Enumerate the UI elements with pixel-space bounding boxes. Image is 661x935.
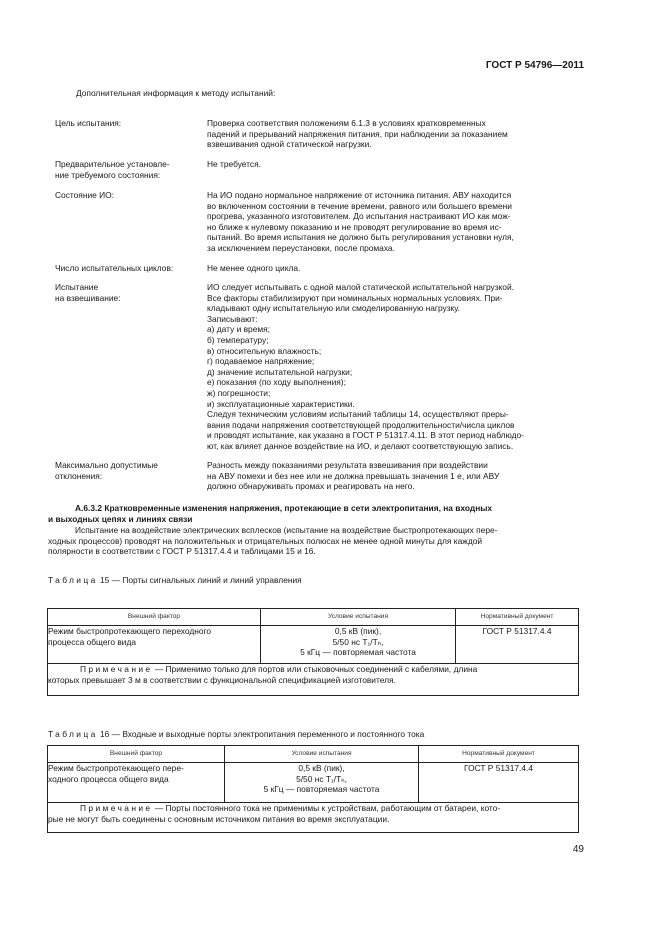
row-label-preconditioning: Предварительное установле- ние требуемого состояния: [55, 159, 170, 180]
table16-header-document: Нормативный документ [419, 746, 579, 763]
table16 [47, 745, 579, 833]
row-label-max-deviation: Максимально допустимые отклонения: [55, 460, 158, 481]
row-label-cycles: Число испытательных циклов: [55, 263, 174, 273]
section-title: А.6.3.2 Кратковременные изменения напряжения, протекающие в сети электропитания, на входных и выходных цепях и линиях связи [48, 503, 493, 524]
page-number: 49 [572, 844, 584, 855]
table15-caption: Таблица 15 — Порты сигнальных линий и линий управления [48, 575, 302, 585]
table15 [47, 608, 579, 696]
table16-document: ГОСТ Р 51317.4.4 [419, 763, 579, 803]
row-value-purpose: Проверка соответствия положениям 6.1.3 в условиях кратковременных падений и прерываний напряжения питания, при наблюдении за показанием взвешивания одной статической нагрузки. [207, 118, 508, 150]
row-label-eut-state: Состояние ИО: [55, 190, 114, 200]
table15-header-condition: Условие испытания [261, 609, 456, 626]
table16-header-condition: Условие испытания [225, 746, 419, 763]
table16-caption: Таблица 16 — Входные и выходные порты электропитания переменного и постоянного тока [48, 729, 425, 739]
row-label-weighing-test: Испытание на взвешивание: [55, 282, 121, 303]
table15-header-factor: Внешний фактор [48, 609, 261, 626]
table16-note: Примечание — Порты постоянного тока не применимы к устройствам, работающим от батареи, кото- рые не могут быть соединены с основным источником питания во время эксплуатации. [48, 803, 579, 833]
row-value-max-deviation: Разность между показаниями результата взвешивания при воздействии на АВУ помехи и без нее или не должна превышать значения 1 e, или АВУ должно обнаруживать промах и реагировать на него. [207, 460, 500, 492]
table16-factor: Режим быстропротекающего пере- ходного процесса общего вида [48, 763, 225, 803]
row-value-eut-state: На ИО подано нормальное напряжение от источника питания. АВУ находится во включенном состоянии в течение времени, равного или большего времени прогрева, указанного изготовителем. До испытания настраивают ИО как мож- но ближе к нулевому показанию и не проводят регулирование во время ис- пытаний. Во время испытания не должно быть регулирования установки нуля, за исключением переустановки, после промаха. [207, 190, 514, 253]
table16-condition: 0,5 кВ (пик), 5/50 нс T₁/Tₕ, 5 кГц — повторяемая частота [225, 763, 419, 803]
table16-header-factor: Внешний фактор [48, 746, 225, 763]
intro-text: Дополнительная информация к методу испытаний: [76, 88, 276, 98]
row-value-weighing-test: ИО следует испытывать с одной малой статической испытательной нагрузкой. Все факторы стабилизируют при номинальных нормальных условиях. При- кладывают одну испытательную или смоделированную нагрузку. Записывают: а) дату и время; б) температуру; в) относительную влажность; г) подаваемое напряжение; д) значение испытательной нагрузки; е) показания (по ходу выполнения); ж) погрешности; и) эксплуатационные характеристики. Следуя техническим условиям испытаний таблицы 14, осуществляют преры- вания подачи напряжения соответствующей продолжительности/числа циклов и проводят испытание, как указано в ГОСТ Р 51317.4.11. В этот период наблюдо- ют, как влияет данное воздействие на ИО, и делают соответствующую запись. [207, 282, 524, 451]
table15-note: Примечание — Применимо только для портов или стыковочных соединений с кабелями, длина которых превышает 3 м в соответствии с функциональной спецификацией изготовителя. [48, 664, 579, 696]
section-body: Испытание на воздействие электрических всплесков (испытание на воздействие быстропротекающих пере- ходных процессов) проводят на положительных и отрицательных полюсах не менее одной минуты для каждой полярности в соответствии с ГОСТ Р 51317.4.4 и таблицами 15 и 16. [48, 525, 498, 557]
table15-header-document: Нормативный документ [456, 609, 579, 626]
table15-document: ГОСТ Р 51317.4.4 [456, 626, 579, 664]
table15-factor: Режим быстропротекающего переходного процесса общего вида [48, 626, 261, 664]
row-value-preconditioning: Не требуется. [207, 159, 261, 169]
document-header: ГОСТ Р 54796—2011 [485, 60, 584, 71]
row-value-cycles: Не менее одного цикла. [207, 263, 301, 273]
table15-condition: 0,5 кВ (пик), 5/50 нс T₁/Tₕ, 5 кГц — повторяемая частота [261, 626, 456, 664]
row-label-purpose: Цель испытания: [55, 118, 122, 128]
